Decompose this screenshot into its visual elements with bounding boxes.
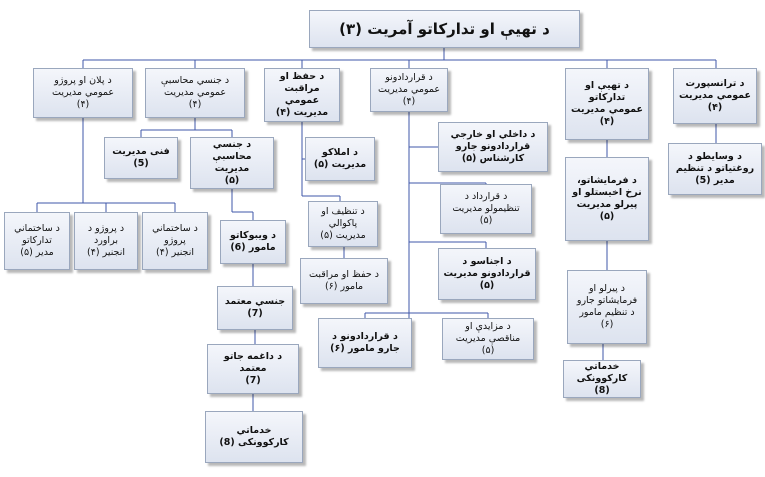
node-c5b: د پیرلو او فرمایشاتو جارو د تنظیم مامور (۶) bbox=[567, 270, 647, 344]
node-c2b2: جنسي معتمد (7) bbox=[217, 286, 293, 330]
node-c2b: د جنسي محاسبې مدیریت (۵) bbox=[190, 137, 274, 189]
node-c1a: د ساختماني تدارکاتو مدیر (۵) bbox=[4, 212, 70, 270]
node-c5a: د فرمایشاتو، نرخ اخیستلو او پیرلو مدیریت (۵) bbox=[565, 157, 649, 241]
node-c2b3: د داغمه جاتو معتمد (7) bbox=[207, 344, 299, 394]
node-c6: د ترانسپورت عمومي مدیریت (۴) bbox=[673, 68, 757, 124]
node-c1c: د ساختماني پروژو انجنیر (۴) bbox=[142, 212, 208, 270]
node-c4d: د مزایدې او مناقصې مدیریت (۵) bbox=[442, 318, 534, 360]
node-c3: د حفظ او مراقبت عمومي مدیریت (۴) bbox=[264, 68, 340, 122]
node-c4: د قراردادونو عمومي مدیریت (۴) bbox=[370, 68, 448, 112]
node-c3a: د املاکو مدیریت (۵) bbox=[305, 137, 375, 181]
node-c2b1: د ویبوکاتو مامور (6) bbox=[220, 220, 286, 264]
node-c5: د تهيې او تدارکاتو عمومي مدیریت (۴) bbox=[565, 68, 649, 140]
node-c2b4: خدماتي کارکوونکی (8) bbox=[205, 411, 303, 463]
node-c4b: د قرارداد د تنظیمولو مدیریت (۵) bbox=[440, 184, 532, 234]
node-c4a: د داخلي او خارجي قراردادونو جارو کارشناس (۵) bbox=[438, 122, 548, 172]
node-root: د تهيې او تدارکاتو آمریت (۳) bbox=[309, 10, 580, 48]
node-c3c: د حفظ او مراقبت مامور (۶) bbox=[300, 258, 388, 304]
node-c5c: خدماتي کارکوونکی (8) bbox=[563, 360, 641, 398]
node-c6a: د وسایطو د روغتیاتو د تنظیم مدیر (5) bbox=[668, 143, 762, 195]
node-c2: د جنسي محاسبې عمومي مدیریت (۴) bbox=[145, 68, 245, 118]
node-c4c: د اجناسو د قراردادونو مدیریت (۵) bbox=[438, 248, 536, 300]
node-c1b: د پروژو د براورد انجنیر (۴) bbox=[74, 212, 138, 270]
node-c4e: د قراردادونو د جارو مامور (۶) bbox=[318, 318, 412, 368]
node-c1: د پلان او پروژو عمومي مدیریت (۴) bbox=[33, 68, 133, 118]
node-c3b: د تنظیف او پاکوالي مدیریت (۵) bbox=[308, 201, 378, 247]
node-c2a: فنی مدیریت (5) bbox=[104, 137, 178, 179]
